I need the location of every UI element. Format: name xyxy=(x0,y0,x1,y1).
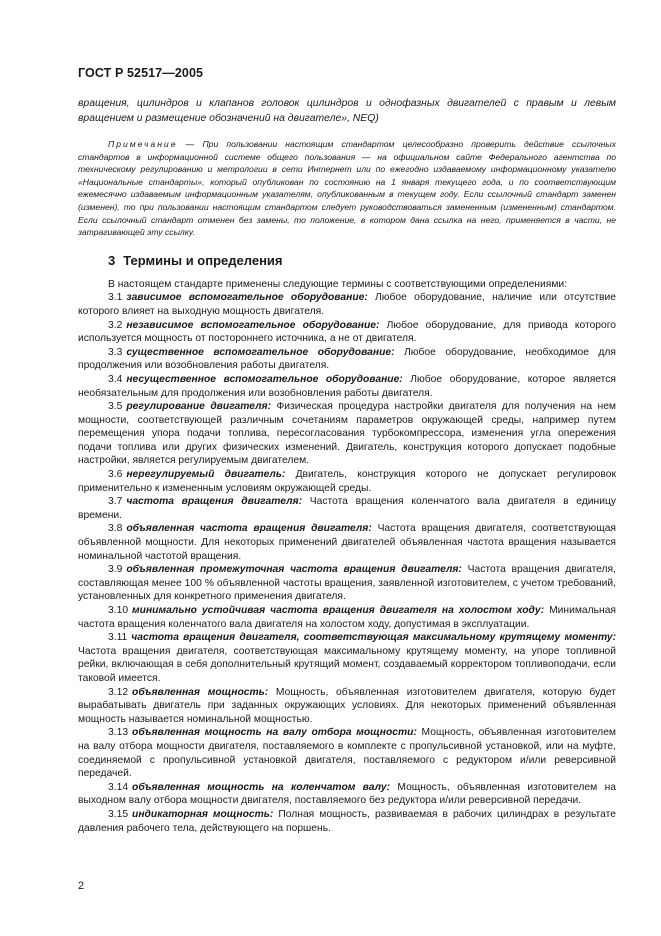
section-heading xyxy=(108,253,616,268)
term-name: несущественное вспомогательное оборудование: xyxy=(126,373,403,385)
term-name: объявленная промежуточная частота вращения двигателя: xyxy=(126,564,462,576)
term-name: существенное вспомогательное оборудование: xyxy=(126,346,395,358)
term-definition xyxy=(78,604,616,631)
term-number: 3.4 xyxy=(108,373,123,385)
term-definition xyxy=(78,522,616,563)
term-definition xyxy=(78,781,616,808)
term-definition xyxy=(78,468,616,495)
term-number: 3.5 xyxy=(108,401,123,413)
term-definition xyxy=(78,631,616,685)
term-definition xyxy=(78,346,616,373)
term-name: частота вращения двигателя: xyxy=(126,496,303,508)
term-name: частота вращения двигателя, соответствующая максимальному крутящему моменту: xyxy=(131,632,616,644)
document-header: ГОСТ Р 52517—2005 xyxy=(78,66,204,80)
term-text: Минимальная частота вращения коленчатого вала двигателя на холостом ходу, допустимая в эксплуатации. xyxy=(78,605,617,630)
note-text: — При пользовании настоящим стандартом целесообразно проверить действие ссылочных стандартов в информационной системе общего пользования — на официальном сайте Федерального агентства по техническому регулированию и метрологии в сети Интернет или по ежегодно издаваемому информационному указателю «Национальные стандарты», который опубликован по состоянию на 1 января текущего года, и по соответствующим ежемесячно издаваемым информационным указателям, опубликованным в текущем году. Если ссылочный стандарт заменен (изменен), то при пользовании настоящим стандартом следует руководствоваться замененным (измененным) стандартом. Если ссылочный стандарт отменен без замены, то положение, в котором дана ссылка на него, применяется в части, не затрагивающей эту ссылку. xyxy=(78,139,616,238)
term-name: нерегулируемый двигатель: xyxy=(126,469,286,481)
term-name: индикаторная мощность: xyxy=(132,808,274,820)
term-definition xyxy=(78,373,616,400)
term-number: 3.11 xyxy=(108,632,128,644)
term-number: 3.2 xyxy=(108,319,123,331)
term-text: Частота вращения коленчатого вала двигателя в единицу времени. xyxy=(78,496,616,521)
term-number: 3.12 xyxy=(108,686,129,698)
term-definition xyxy=(78,686,616,727)
term-definition xyxy=(78,291,616,318)
term-text: Частота вращения двигателя, соответствующая объявленной мощности. Для некоторых применений двигателей объявленная частота вращения называется номинальной частотой вращения. xyxy=(78,523,616,562)
note-label: Примечание xyxy=(108,139,178,149)
term-name: минимально устойчивая частота вращения двигателя на холостом ходу: xyxy=(132,605,545,616)
term-name: регулирование двигателя: xyxy=(126,401,272,413)
term-name: объявленная мощность на коленчатом валу: xyxy=(132,781,391,793)
term-definition xyxy=(78,400,616,468)
term-text: Мощность, объявленная изготовителем на валу отбора мощности двигателя, поставляемого в комплекте с пропульсивной установкой, или на муфте, соединяемой с пропульсивной установкой двигателя, поставляемого с редуктором и/или реверсивной передачей. xyxy=(78,727,616,780)
term-text: Любое оборудование, для привода которого используется мощность от постороннего источника, а не от двигателя. xyxy=(78,319,617,345)
term-text: Полная мощность, развиваемая в рабочих цилиндрах в результате давления рабочего тела, действующего на поршень. xyxy=(78,808,616,834)
term-text: Двигатель, конструкция которого не допускает регулировок применительно к измененным условиям окружающей среды. xyxy=(78,469,616,494)
term-number: 3.15 xyxy=(108,808,129,820)
lead-paragraph: В настоящем стандарте применены следующие термины с соответствующими определениями: xyxy=(108,278,568,290)
page-content xyxy=(78,96,616,835)
term-name: объявленная мощность: xyxy=(132,686,269,698)
term-definition xyxy=(78,726,616,780)
term-text: Любое оборудование, необходимое для продолжения или возобновления работы двигателя. xyxy=(78,346,616,372)
term-definition xyxy=(78,495,616,522)
term-name: объявленная частота вращения двигателя: xyxy=(126,523,372,535)
term-number: 3.14 xyxy=(108,781,129,793)
term-number: 3.9 xyxy=(108,564,123,576)
term-name: объявленная мощность на валу отбора мощности: xyxy=(132,727,417,739)
term-name: зависимое вспомогательное оборудование: xyxy=(126,292,368,304)
term-definition xyxy=(78,563,616,604)
term-number: 3.3 xyxy=(108,346,123,358)
term-number: 3.7 xyxy=(108,496,123,508)
term-number: 3.1 xyxy=(108,292,123,304)
term-number: 3.6 xyxy=(108,469,123,481)
term-definition xyxy=(78,319,616,346)
term-number: 3.8 xyxy=(108,523,123,535)
term-definition xyxy=(78,808,616,835)
note-paragraph xyxy=(78,138,616,239)
term-text: Любое оборудование, которое является необязательным для продолжения или возобновления работы двигателя. xyxy=(78,373,616,399)
terms-list xyxy=(78,291,616,835)
term-text: Мощность, объявленная изготовителем двигателя, которую будет вырабатывать двигатель при заданных окружающих условиях. Для некоторых применений объявленная мощность называется номинальной мощностью. xyxy=(78,686,616,725)
term-text: Частота вращения двигателя, соответствующая максимальному крутящему моменту, на упоре топливной рейки, включающая в себя дополнительный крутящий момент, создаваемый корректором топливоподачи, если таковой имеется. xyxy=(78,645,616,684)
term-name: независимое вспомогательное оборудование: xyxy=(126,319,380,331)
term-text: Любое оборудование, наличие или отсутствие которого влияет на выходную мощность двигателя. xyxy=(78,292,616,317)
term-number: 3.10 xyxy=(108,605,129,616)
term-text: Мощность, объявленная изготовителем на выходном валу отбора мощности двигателя, поставляемого без редуктора и/или реверсивной передачи. xyxy=(78,781,616,807)
intro-paragraph: вращения, цилиндров и клапанов головок цилиндров и однофазных двигателей с правым и левым вращением и размещение обозначений на двигателе», NEQ) xyxy=(78,98,616,124)
term-text: Физическая процедура настройки двигателя для получения на нем мощности, соответствующей различным сочетаниям параметров окружающей среды, например путем перемещения упора подачи топлива, пересогласования турбокомпрессора, изменения угла опережения подачи топлива или других физических изменений. Двигатель, конструкция которого допускает подобные настройки, является регулируемым двигателем. xyxy=(78,401,616,467)
term-text: Частота вращения двигателя, составляющая менее 100 % объявленной частоты вращения, заявленной изготовителем, с учетом требований, установленных для конкретного применения двигателя. xyxy=(78,564,616,603)
section-title: Термины и определения xyxy=(123,252,283,268)
term-number: 3.13 xyxy=(108,727,129,739)
page-number: 2 xyxy=(78,880,85,892)
section-number: 3 xyxy=(108,252,116,268)
